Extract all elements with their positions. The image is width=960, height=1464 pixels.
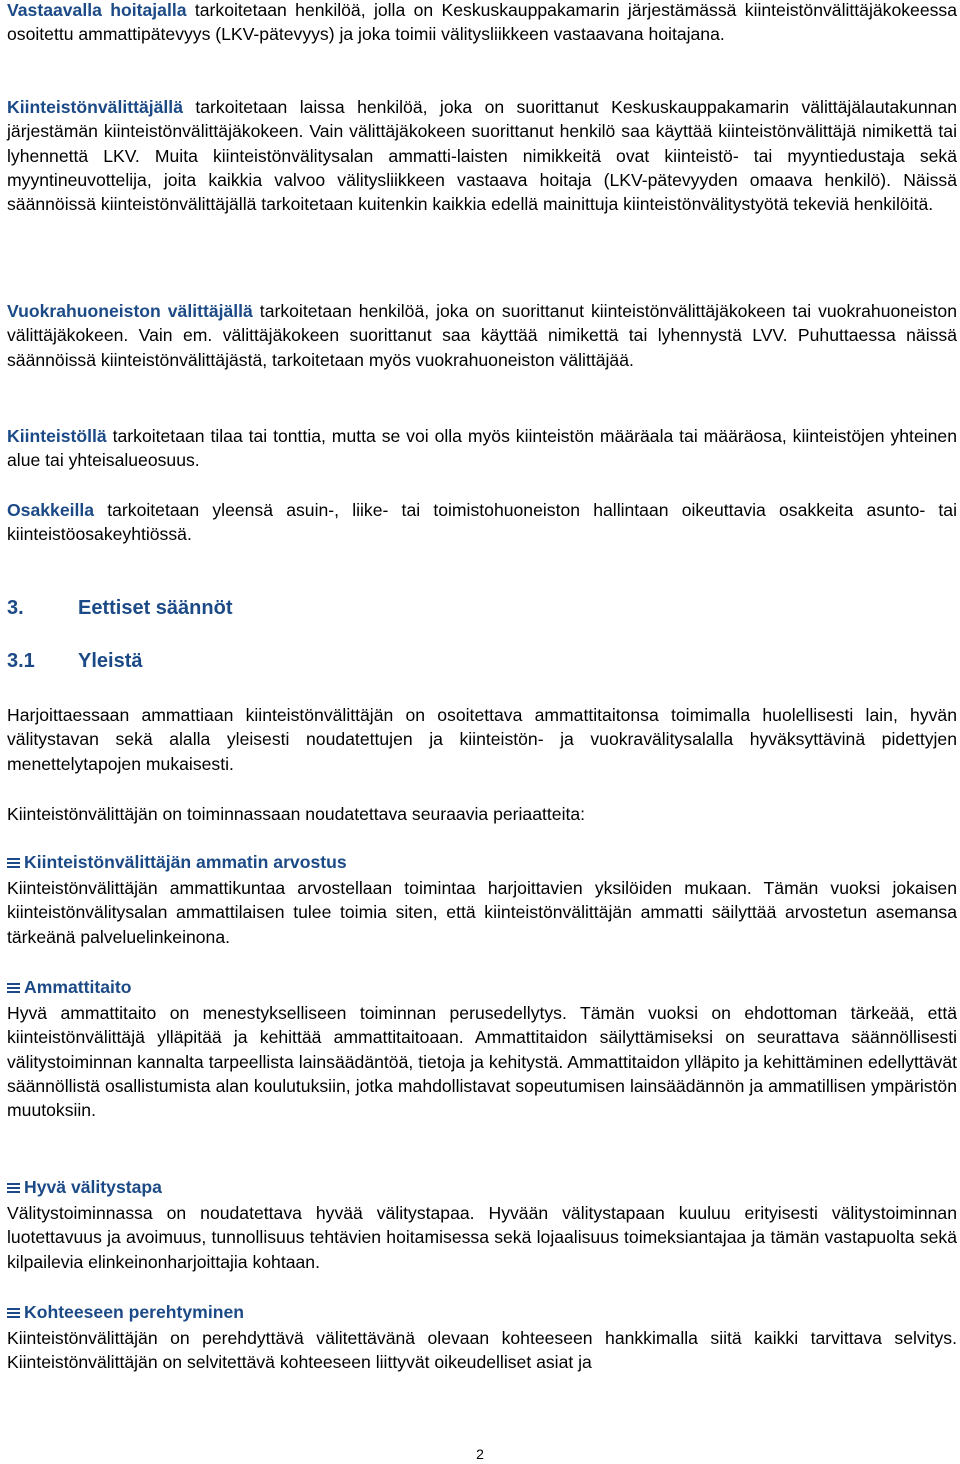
subsection-heading-ammattitaito bbox=[7, 977, 132, 998]
bullet-icon bbox=[7, 1308, 20, 1318]
term: Vuokrahuoneiston välittäjällä bbox=[7, 301, 253, 321]
subsection-title: Kiinteistönvälittäjän ammatin arvostus bbox=[24, 852, 347, 872]
bullet-icon bbox=[7, 1183, 20, 1193]
subsection-heading-kohteeseen-perehtyminen bbox=[7, 1302, 244, 1323]
subsection-heading-arvostus bbox=[7, 852, 347, 873]
paragraph-general: Harjoittaessaan ammattiaan kiinteistönvälittäjän on osoitettava ammattitaitonsa toimimalla huolellisesti lain, hyvän välitystavan sekä alalla yleisesti noudatettujen ja kiinteistön- ja vuokravälitysalalla hyväksyttävinä pidettyjen menettelytapojen mukaisesti. bbox=[7, 705, 957, 774]
subsection-title: Hyvä välitystapa bbox=[24, 1177, 162, 1197]
definition-text: tarkoitetaan laissa henkilöä, joka on suorittanut Keskuskauppakamarin välittäjälautakunnan järjestämän kiinteistönvälittäjäkokeen. Vain välittäjäkokeen suorittanut henkilö saa käyttää kiinteistönvälittäjä nimikettä tai lyhennettä LKV. Muita kiinteistönvälitysalan ammatti-laisten nimikkeitä ovat kiinteistö- tai myyntiedustaja sekä myyntineuvottelija, joita kaikkia valvoo välitysliikkeen vastaava hoitaja (LKV-pätevyyden omaava henkilö). Näissä säännöissä kiinteistönvälittäjällä tarkoitetaan kuitenkin kaikkia edellä mainittuja kiinteistönvälitystyötä tekeviä henkilöitä. bbox=[7, 97, 957, 215]
definition-text: tarkoitetaan tilaa tai tonttia, mutta se voi olla myös kiinteistön määräala tai määräosa, kiinteistöjen yhteinen alue tai yhteisalueosuus. bbox=[7, 426, 957, 471]
term: Osakkeilla bbox=[7, 500, 95, 520]
definition-text: tarkoitetaan henkilöä, joka on suorittanut kiinteistönvälittäjäkokeen tai vuokrahuoneiston välittäjäkokeen. Vain em. välittäjäkokeen suorittanut saa käyttää nimikettä tai lyhennystä LVV. Puhuttaessa näissä säännöissä kiinteistönvälittäjästä, tarkoitetaan myös vuokrahuoneiston välittäjää. bbox=[7, 301, 957, 370]
definition-vastaava-hoitaja bbox=[7, 0, 957, 47]
subsection-title: Kohteeseen perehtyminen bbox=[24, 1302, 244, 1322]
definition-text: tarkoitetaan henkilöä, jolla on Keskuskauppakamarin järjestämässä kiinteistönvälittäjäkokeessa osoitettu ammattipätevyys (LKV-pätevyys) ja joka toimii välitysliikkeen vastaavana hoitajana. bbox=[7, 0, 957, 45]
term: Vastaavalla hoitajalla bbox=[7, 0, 187, 20]
definition-vuokrahuoneiston-valittaja bbox=[7, 299, 957, 372]
paragraph-principles-intro: Kiinteistönvälittäjän on toiminnassaan noudatettava seuraavia periaatteita: bbox=[7, 804, 586, 824]
paragraph-kohteeseen-perehtyminen: Kiinteistönvälittäjän on perehdyttävä välitettävänä olevaan kohteeseen hankkimalla siitä kaikki tarvittava selvitys. Kiinteistönvälittäjän on selvitettävä kohteeseen liittyvät oikeudelliset asiat ja bbox=[7, 1328, 957, 1373]
paragraph-arvostus: Kiinteistönvälittäjän ammattikuntaa arvostellaan toimintaa harjoittavien yksilöiden mukaan. Tämän vuoksi jokaisen kiinteistönvälitysalan ammattilaisen tulee toimia siten, että kiinteistönvälittäjän ammatti säilyttää arvostetun asemansa tärkeänä palveluelinkeinona. bbox=[7, 878, 957, 947]
section-heading-3 bbox=[7, 597, 232, 620]
term: Kiinteistönvälittäjällä bbox=[7, 97, 183, 117]
definition-kiinteistonvalittaja bbox=[7, 95, 957, 216]
definition-kiinteisto bbox=[7, 424, 957, 473]
subsection-heading-hyva-valitystapa bbox=[7, 1177, 162, 1198]
section-title: Yleistä bbox=[78, 650, 143, 672]
section-number: 3.1 bbox=[7, 650, 35, 672]
section-heading-3-1 bbox=[7, 650, 142, 673]
paragraph-ammattitaito: Hyvä ammattitaito on menestykselliseen toiminnan perusedellytys. Tämän vuoksi on ehdottoman tärkeää, että kiinteistönvälittäjä ylläpitää ja kehittää ammattitaitoaan. Ammattitaidon säilyttämiseksi on seurattava säännöllisesti välitystoiminnan kannalta tarpeellista lainsäädäntöä, tietoja ja kehitystä. Ammattitaidon ylläpito ja kehittäminen edellyttävät säännöllistä osallistumista alan koulutuksiin, jotka mahdollistavat sopeutumisen lainsäädännön ja ammatillisen ympäristön muutoksiin. bbox=[7, 1003, 957, 1121]
definition-text: tarkoitetaan yleensä asuin-, liike- tai toimistohuoneiston hallintaan oikeuttavia osakkeita asunto- tai kiinteistöosakeyhtiössä. bbox=[7, 500, 957, 545]
bullet-icon bbox=[7, 858, 20, 868]
term: Kiinteistöllä bbox=[7, 426, 107, 446]
page-number: 2 bbox=[476, 1446, 484, 1462]
section-number: 3. bbox=[7, 597, 24, 619]
section-title: Eettiset säännöt bbox=[78, 597, 233, 619]
paragraph-hyva-valitystapa: Välitystoiminnassa on noudatettava hyvää välitystapaa. Hyvään välitystapaan kuuluu erityisesti välitystoiminnan luotettavuus ja avoimuus, tunnollisuus tehtävien hoitamisessa sekä lojaalisuus toimeksiantajaa ja tämän vastapuolta sekä kilpailevia elinkeinonharjoittajia kohtaan. bbox=[7, 1203, 957, 1272]
subsection-title: Ammattitaito bbox=[24, 977, 132, 997]
bullet-icon bbox=[7, 983, 20, 993]
definition-osakkeet bbox=[7, 498, 957, 547]
